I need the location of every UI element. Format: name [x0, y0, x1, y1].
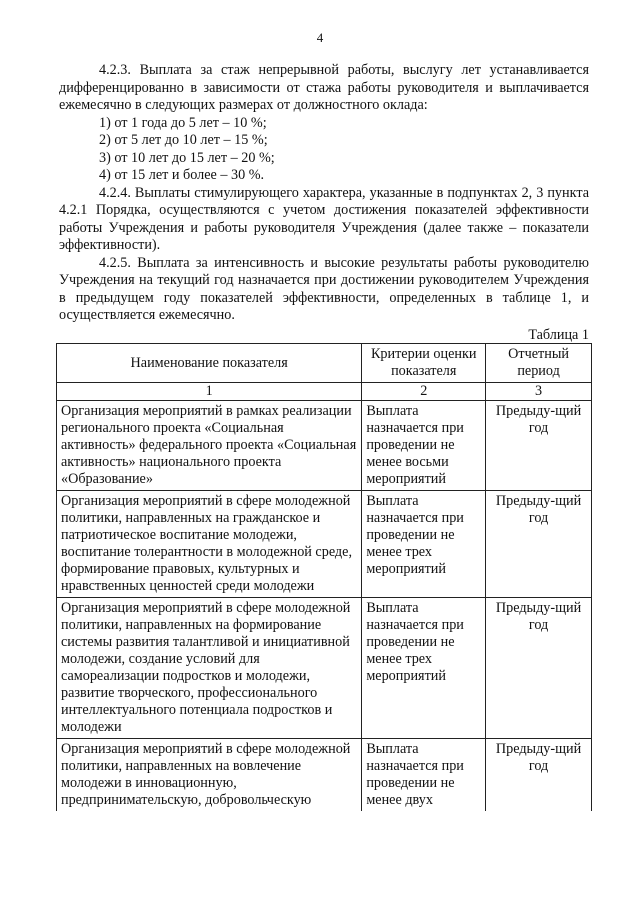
criteria-cell: Выплата назначается при проведении не менее двух	[362, 739, 486, 812]
table-row	[57, 598, 592, 739]
list-item: 4) от 15 лет и более – 30 %.	[99, 167, 265, 183]
criteria-cell: Выплата назначается при проведении не менее трех мероприятий	[362, 598, 486, 739]
header-criteria: Критерии оценки показателя	[362, 344, 486, 383]
header-indicator-name: Наименование показателя	[57, 344, 362, 383]
list-item: 2) от 5 лет до 10 лет – 15 %;	[99, 132, 268, 148]
column-number: 1	[57, 383, 362, 401]
indicator-cell: Организация мероприятий в рамках реализации регионального проекта «Социальная активность» федерального проекта «Социальная активность» национального проекта «Образование»	[57, 401, 362, 491]
indicator-cell: Организация мероприятий в сфере молодежной политики, направленных на формирование системы развития талантливой и инициативной молодежи, создание условий для самореализации подростков и молодежи, развитие творческого, профессионального интеллектуального потенциала подростков и молодежи	[57, 598, 362, 739]
column-number: 2	[362, 383, 486, 401]
period-cell: Предыду-щий год	[486, 739, 592, 812]
indicators-table	[56, 343, 592, 811]
paragraph-4-2-3: 4.2.3. Выплата за стаж непрерывной работы, выслугу лет устанавливается дифференцированно в зависимости от стажа работы руководителя и выплачивается ежемесячно в следующих размерах от должностного оклада:	[59, 62, 589, 113]
table-caption: Таблица 1	[528, 326, 589, 343]
table-header-row	[57, 344, 592, 383]
period-cell: Предыду-щий год	[486, 401, 592, 491]
indicator-cell: Организация мероприятий в сфере молодежной политики, направленных на вовлечение молодежи в инновационную, предпринимательскую, добровольческую	[57, 739, 362, 812]
header-period: Отчетный период	[486, 344, 592, 383]
criteria-cell: Выплата назначается при проведении не менее трех мероприятий	[362, 491, 486, 598]
table-row	[57, 401, 592, 491]
table-row	[57, 739, 592, 812]
period-cell: Предыду-щий год	[486, 491, 592, 598]
indicator-cell: Организация мероприятий в сфере молодежной политики, направленных на гражданское и патриотическое воспитание молодежи, воспитание толерантности в молодежной среде, формирование правовых, культурных и нравственных ценностей среди молодежи	[57, 491, 362, 598]
list-item: 3) от 10 лет до 15 лет – 20 %;	[99, 149, 275, 166]
criteria-cell: Выплата назначается при проведении не менее восьми мероприятий	[362, 401, 486, 491]
document-body	[59, 62, 589, 344]
list-item: 1) от 1 года до 5 лет – 10 %;	[99, 114, 267, 131]
paragraph-4-2-4: 4.2.4. Выплаты стимулирующего характера, указанные в подпунктах 2, 3 пункта 4.2.1 Порядка, осуществляются с учетом достижения показателей эффективности работы Учреждения и работы руководителя Учреждения (далее также – показатели эффективности).	[59, 184, 589, 253]
paragraph-4-2-5: 4.2.5. Выплата за интенсивность и высокие результаты работы руководителю Учреждения на текущий год назначается при достижении руководителем Учреждения в предыдущем году показателей эффективности, определенных в таблице 1, и осуществляется ежемесячно.	[59, 254, 589, 323]
page-number: 4	[316, 30, 324, 45]
column-number: 3	[486, 383, 592, 401]
table-row	[57, 491, 592, 598]
column-number-row	[57, 383, 592, 401]
period-cell: Предыду-щий год	[486, 598, 592, 739]
